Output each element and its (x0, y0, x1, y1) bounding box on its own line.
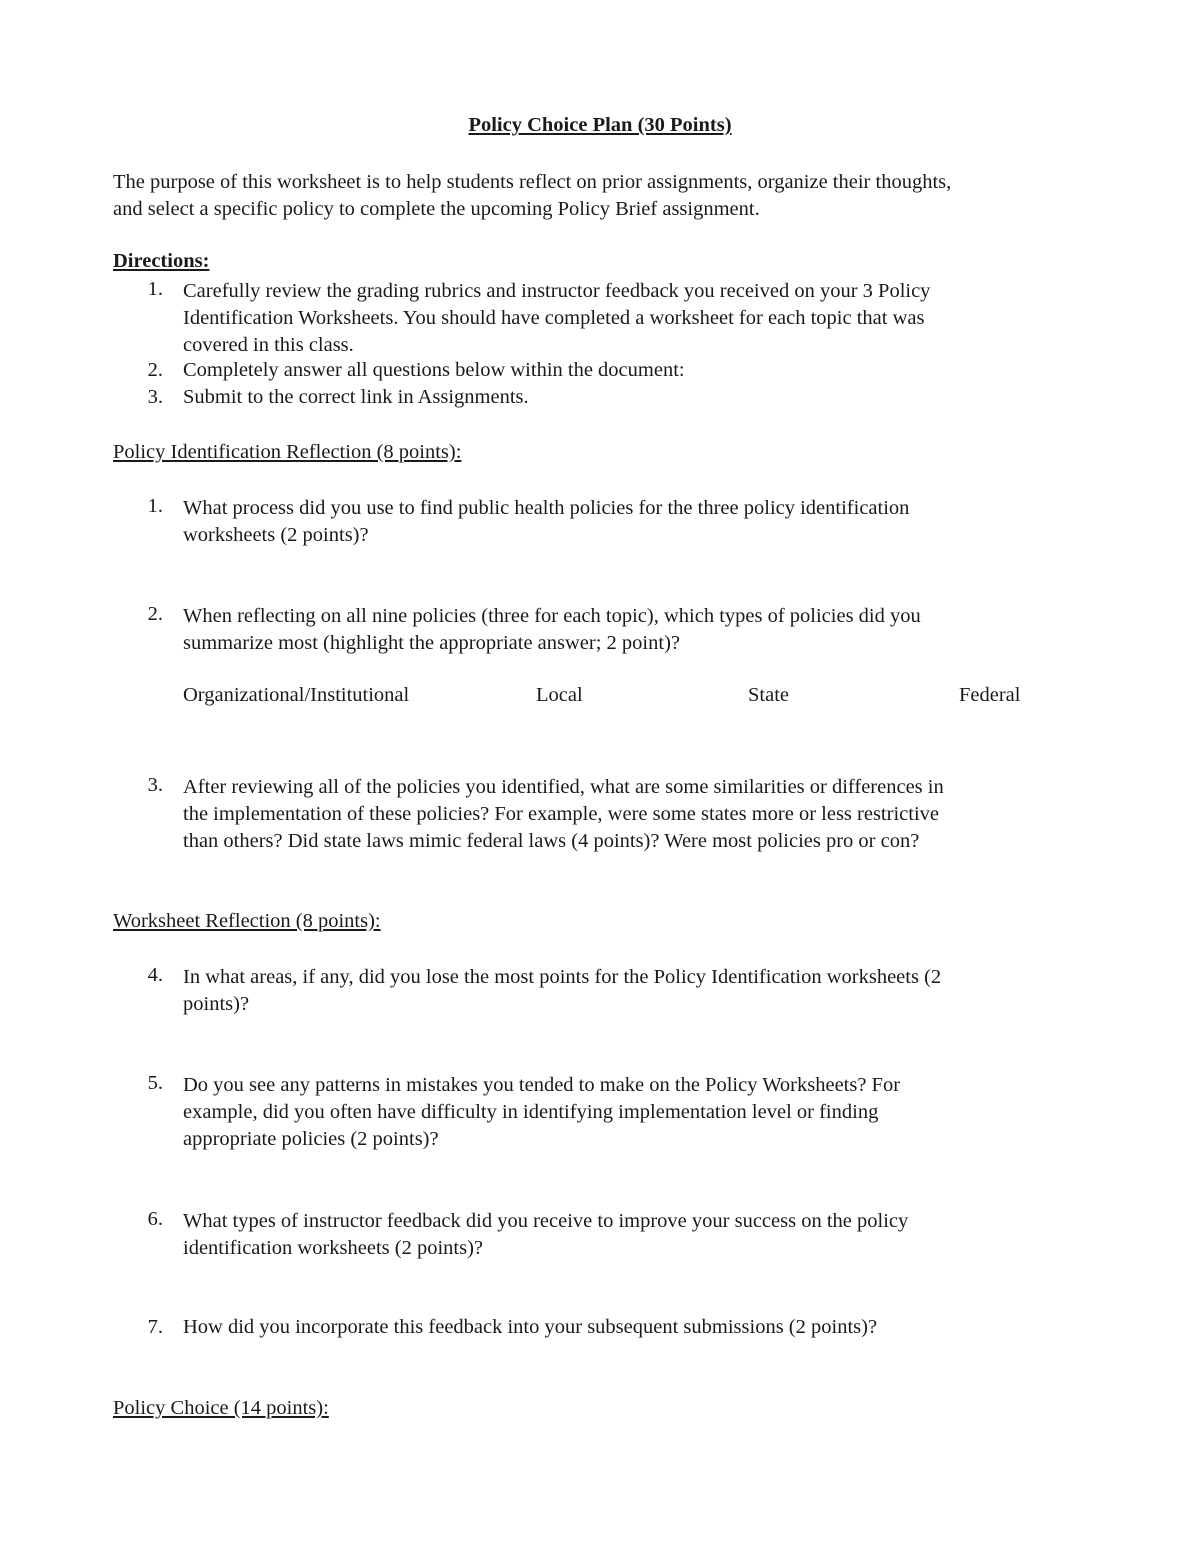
question-6 (183, 1208, 908, 1262)
page-title: Policy Choice Plan (30 Points) (468, 114, 732, 136)
question-number: 1. (147, 495, 163, 517)
question-line: Do you see any patterns in mistakes you tended to make on the Policy Worksheets? For (183, 1074, 901, 1096)
question-line: appropriate policies (2 points)? (183, 1128, 439, 1150)
question-line: In what areas, if any, did you lose the most points for the Policy Identification worksheets (2 (183, 966, 942, 988)
question-line: What process did you use to find public health policies for the three policy identification (183, 497, 910, 519)
question-line: identification worksheets (2 points)? (183, 1237, 484, 1259)
intro-paragraph (113, 169, 951, 223)
option-organizational[interactable]: Organizational/Institutional (183, 684, 410, 706)
list-number: 1. (147, 278, 163, 300)
question-number: 5. (147, 1072, 163, 1094)
directions-item: Submit to the correct link in Assignments. (183, 386, 529, 408)
question-line: the implementation of these policies? For example, were some states more or less restrictive (183, 803, 939, 825)
question-line: summarize most (highlight the appropriate answer; 2 point)? (183, 632, 680, 654)
section-heading-policy-identification: Policy Identification Reflection (8 points): (113, 441, 462, 463)
directions-item (183, 278, 930, 359)
section-heading-worksheet-reflection: Worksheet Reflection (8 points): (113, 910, 381, 932)
directions-item: Completely answer all questions below within the document: (183, 359, 685, 381)
option-federal[interactable]: Federal (959, 684, 1021, 706)
question-number: 7. (147, 1316, 163, 1338)
question-2 (183, 603, 921, 657)
question-3 (183, 774, 944, 855)
option-state[interactable]: State (748, 684, 789, 706)
item-line: Carefully review the grading rubrics and instructor feedback you received on your 3 Policy (183, 280, 931, 302)
question-number: 4. (147, 964, 163, 986)
intro-line: The purpose of this worksheet is to help students reflect on prior assignments, organize their thoughts, (113, 171, 952, 193)
question-line: What types of instructor feedback did you receive to improve your success on the policy (183, 1210, 909, 1232)
item-line: Identification Worksheets. You should have completed a worksheet for each topic that was (183, 307, 925, 329)
question-number: 6. (147, 1208, 163, 1230)
question-number: 3. (147, 774, 163, 796)
option-local[interactable]: Local (536, 684, 583, 706)
question-line: worksheets (2 points)? (183, 524, 369, 546)
intro-line: and select a specific policy to complete the upcoming Policy Brief assignment. (113, 198, 760, 220)
question-4 (183, 964, 941, 1018)
question-5 (183, 1072, 900, 1153)
item-line: covered in this class. (183, 334, 354, 356)
question-number: 2. (147, 603, 163, 625)
question-line: than others? Did state laws mimic federal laws (4 points)? Were most policies pro or con? (183, 830, 920, 852)
question-1 (183, 495, 909, 549)
question-7: How did you incorporate this feedback into your subsequent submissions (2 points)? (183, 1316, 878, 1338)
list-number: 3. (147, 386, 163, 408)
directions-heading: Directions: (113, 250, 210, 272)
question-line: example, did you often have difficulty in identifying implementation level or finding (183, 1101, 879, 1123)
list-number: 2. (147, 359, 163, 381)
section-heading-policy-choice: Policy Choice (14 points): (113, 1397, 329, 1419)
question-line: When reflecting on all nine policies (three for each topic), which types of policies did you (183, 605, 921, 627)
question-line: points)? (183, 993, 250, 1015)
question-line: After reviewing all of the policies you identified, what are some similarities or differences in (183, 776, 944, 798)
